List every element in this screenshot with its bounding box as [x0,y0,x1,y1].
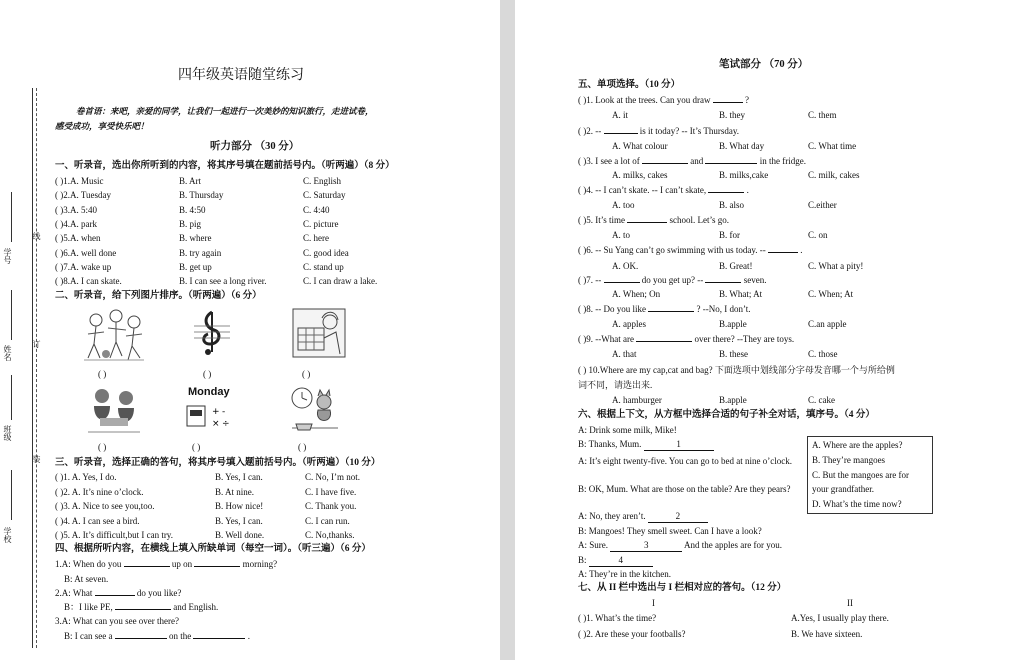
math-board-picture [186,404,236,430]
sec7-row-1-right: A.Yes, I usually play there. [791,613,889,623]
q2-line [578,126,739,137]
sec1-q8-col2: B. I can see a long river. [179,276,267,287]
sec4-title: 四、根据所听内容，在横线上填入所缺单词（每空一词）。（听三遍）（6 分） [55,544,371,554]
q8-b: ? --No, I don’t. [696,304,751,314]
q2-option-c[interactable]: C. What time [808,141,857,151]
sec4-blank-2[interactable] [194,566,240,567]
sec4-line-4 [64,602,218,613]
q7-blank-1[interactable] [604,282,640,283]
sec2-blank-4[interactable]: ( ) [98,442,107,452]
kids-playing-picture [82,308,146,362]
svg-text:-: - [222,407,226,417]
dialog-3: A: It’s eight twenty-five. You can go to bed at nine o’clock. [578,456,792,466]
sec4-l6c: . [247,631,250,641]
cat-clock-picture [288,384,342,434]
sec7-row-2-left: ( )2. Are these your footballs? [578,629,686,639]
sec1-q8-col1[interactable]: ( )8.A. I can skate. [55,276,122,287]
side-label-ding: 订 [32,340,41,348]
sec4-line-5: 3.A: What can you see over there? [55,616,180,626]
sec4-l6b: on the [168,631,192,641]
q1-text: ( )1. Look at the trees. Can you draw [578,95,711,105]
q6-option-c[interactable]: C. What a pity! [808,261,864,271]
sec1-q4-col1[interactable]: ( )4.A. park [55,218,97,229]
dialog-blank-3-number: 3 [644,540,649,550]
dialog-blank-1[interactable] [644,439,714,451]
q1-blank[interactable] [713,102,743,103]
sec4-l4b: and English. [173,602,219,612]
listening-header: 听力部分 （30 分） [210,141,300,152]
binding-line [32,88,33,648]
sec1-q2-col3: C. Saturday [303,190,346,201]
sec1-q7-col1[interactable]: ( )7.A. wake up [55,261,112,272]
q1-line [578,95,749,106]
q8-option-b[interactable]: B.apple [719,319,747,329]
q3-blank-2[interactable] [705,163,757,164]
sec3-q3-col2: B. How nice! [215,501,264,512]
right-page [515,0,1021,660]
q9-line [578,334,794,345]
sec6-title: 六、根据上下文，从方框中选择合适的句子补全对话，填序号。（4 分） [578,410,875,420]
q5-b: school. Let’s go. [669,215,729,225]
left-page [0,0,500,660]
box-option-c: C. But the mangoes are for [812,470,909,480]
sec3-title: 三、听录音，选择正确的答句，将其序号填入题前括号内。（听两遍）（10 分） [55,458,381,468]
sec4-blank-5[interactable] [115,638,167,639]
box-option-a: A. Where are the apples? [812,440,903,450]
q10-line: ( ) 10.Where are my cap,cat and bag? 下面选项中划线部分字母发音哪一个与所给例 [578,365,895,375]
q8-blank[interactable] [648,311,694,312]
dialog-7-tail: And the apples are for you. [684,540,782,550]
q1-option-a[interactable]: A. it [612,110,629,120]
box-option-d: D. What’s the time now? [812,499,902,509]
sec3-q5-col3: C. No,thanks. [305,530,355,541]
q7-a: ( )7. -- [578,275,602,285]
sec3-q2-col3: C. I have five. [305,486,357,497]
dialog-blank-2-number: 2 [675,511,681,521]
q5-line [578,215,729,226]
sec4-line-6 [64,631,250,642]
sec3-q4-col2: B. Yes, I can. [215,515,263,526]
sec3-q5-col1[interactable]: ( )5. A. It’s difficult,but I can try. [55,530,173,541]
q5-option-a[interactable]: A. to [612,230,630,240]
q3-option-a[interactable]: A. milks, cakes [612,170,668,180]
box-option-b: B. They’re mangoes [812,455,886,465]
sec1-q7-col3: C. stand up [303,261,344,272]
sec1-q8-col3: C. I can draw a lake. [303,276,378,287]
q3-b: and [690,156,704,166]
q3-option-c[interactable]: C. milk, cakes [808,170,860,180]
sec2-blank-5[interactable]: ( ) [192,442,201,452]
q7-option-b[interactable]: B. What; At [719,289,763,299]
sec3-q1-col2: B. Yes, I can. [215,472,263,482]
side-label-xuehao: 学号 [3,248,12,264]
q1-end: ? [744,95,749,105]
sec4-blank-1[interactable] [124,566,170,567]
page-title: 四年级英语随堂练习 [178,68,304,83]
q8-option-c[interactable]: C.an apple [808,319,847,329]
dialog-8 [578,555,653,567]
q10-option-a[interactable]: A. hamburger [612,395,662,405]
q9-a: ( )9. --What are [578,334,634,344]
sec2-blank-1[interactable]: ( ) [98,369,107,379]
sec4-blank-6[interactable] [193,638,245,639]
q10-option-c[interactable]: C. cake [808,395,835,405]
q5-option-b[interactable]: B. for [719,230,740,240]
box-option-c-cont: your grandfather. [812,484,874,494]
sec4-blank-4[interactable] [115,609,171,610]
q4-line [578,185,749,196]
q6-a: ( )6. -- Su Yang can’t go swimming with us today. -- [578,245,766,255]
sec1-q7-col2: B. get up [179,261,212,272]
sec1-q1-col3: C. English [303,176,342,186]
q2-a: ( )2. -- [578,126,602,136]
sec2-title: 二、听录音，给下列图片排序。（听两遍）（6 分） [55,291,262,301]
q9-option-a[interactable]: A. that [612,349,637,359]
side-blank-2 [11,290,12,340]
music-note-picture [192,308,232,356]
sec3-q5-col2: B. Well done. [215,530,265,541]
q8-option-a[interactable]: A. apples [612,319,646,329]
q8-line [578,304,751,315]
sec7-col-1: I [652,598,655,608]
side-label-zhuang: 装 [32,455,41,463]
dialog-1: A: Drink some milk, Mike! [578,425,677,435]
dialog-blank-4-number: 4 [618,555,624,565]
svg-text:÷: ÷ [222,419,230,429]
q9-option-c[interactable]: C. those [808,349,838,359]
sec3-q3-col3: C. Thank you. [305,501,357,512]
q9-option-b[interactable]: B. these [719,349,748,359]
q9-blank[interactable] [636,341,692,342]
q6-option-b[interactable]: B. Great! [719,261,753,271]
intro-line-2: 感受成功，享受快乐吧！ [55,121,149,131]
sec5-title: 五、单项选择。（10 分） [578,80,681,90]
q10-option-b[interactable]: B.apple [719,395,747,405]
sec1-q5-col1[interactable]: ( )5.A. when [55,233,101,244]
sec1-title: 一、听录音，选出你所听到的内容，将其序号填在题前括号内。（听两遍）（8 分） [55,161,395,171]
side-blank-1 [11,192,12,242]
binding-dashed-line [36,88,37,648]
side-label-xian: 线 [32,232,41,240]
q7-option-c[interactable]: C. When; At [808,289,854,299]
options-box [807,436,933,514]
dialog-blank-4[interactable] [589,555,653,567]
sec1-q6-col3: C. good idea [303,247,349,258]
sec7-col-2: II [847,598,853,608]
sec3-q1-col3: C. No, I’m not. [305,472,360,482]
q7-line [578,275,766,286]
q2-option-a[interactable]: A. What colour [612,141,668,151]
q3-a: ( )3. I see a lot of [578,156,640,166]
dialog-blank-2[interactable] [648,511,708,523]
sec1-q3-col1[interactable]: ( )3.A. 5:40 [55,204,97,215]
q1-option-c[interactable]: C. them [808,110,837,120]
dialog-blank-1-number: 1 [676,439,681,449]
sec4-line-2: B: At seven. [64,574,109,584]
q3-blank-1[interactable] [642,163,688,164]
dialog-9: A: They’re in the kitchen. [578,569,672,579]
q6-blank[interactable] [768,252,798,253]
sec4-line-1 [55,559,277,570]
sec4-line-3 [55,588,181,599]
monday-label: Monday [188,386,230,398]
sec1-q1-col1[interactable]: ( )1.A. Music [55,176,104,186]
side-blank-4 [11,470,12,520]
q3-option-b[interactable]: B. milks,cake [719,170,769,180]
q5-blank[interactable] [627,222,667,223]
dialog-6: B: Mangoes! They smell sweet. Can I have a look? [578,526,762,536]
sec3-q3-col1[interactable]: ( )3. A. Nice to see you,too. [55,501,155,512]
dialog-2-text: B: Thanks, Mum. [578,439,642,449]
dialog-blank-3[interactable] [610,540,682,552]
q2-blank[interactable] [604,133,638,134]
q5-a: ( )5. It’s time [578,215,625,225]
q4-option-b[interactable]: B. also [719,200,745,210]
q2-option-b[interactable]: B. What day [719,141,765,151]
sec4-blank-3[interactable] [95,595,135,596]
q4-a: ( )4. -- I can’t skate. -- I can’t skate, [578,185,707,195]
sec3-q4-col3: C. I can run. [305,515,350,526]
sec3-q1-col1[interactable]: ( )1. A. Yes, I do. [55,472,117,482]
side-label-xuexiao: 学校 [3,527,12,543]
sec4-l3b: do you like? [136,588,182,598]
intro-line-1: 卷首语：来吧，亲爱的同学，让我们一起进行一次美妙的知识旅行，走进试卷， [76,106,374,116]
q4-blank[interactable] [708,192,744,193]
sec4-l1a: 1.A: When do you [55,559,122,569]
sec4-l6a: B: I can see a [64,631,113,641]
q4-b: . [746,185,749,195]
q1-option-b[interactable]: B. they [719,110,745,120]
sec1-q4-col2: B. pig [179,218,202,229]
sec1-q2-col1[interactable]: ( )2.A. Tuesday [55,190,112,201]
q4-option-a[interactable]: A. too [612,200,635,210]
q3-line [578,156,806,167]
sec2-blank-2[interactable]: ( ) [203,369,212,379]
girl-calendar-picture [292,308,346,358]
q3-c: in the fridge. [759,156,806,166]
sec1-q2-col2: B. Thursday [179,190,224,201]
svg-text:×: × [212,419,220,429]
q10-line-2: 词不同，请选出来. [578,380,653,390]
q7-option-a[interactable]: A. When; On [612,289,661,299]
sec4-l3a: 2.A: What [55,588,93,598]
sec1-q5-col2: B. where [179,233,212,244]
sec1-q3-col3: C. 4:40 [303,204,330,215]
sec7-title: 七、从 II 栏中选出与 I 栏相对应的答句。（12 分） [578,583,787,593]
q6-line [578,245,803,256]
sec4-l1c: morning? [242,559,278,569]
written-header: 笔试部分 （70 分） [719,59,809,70]
sec1-q6-col2: B. try again [179,247,222,258]
sec1-q4-col3: C. picture [303,218,339,229]
side-label-xingming: 姓名 [3,345,12,361]
sec3-q4-col1[interactable]: ( )4. A. I can see a bird. [55,515,140,526]
sec3-q2-col2: B. At nine. [215,486,255,497]
q5-option-c[interactable]: C. on [808,230,828,240]
sec3-q2-col1[interactable]: ( )2. A. It’s nine o’clock. [55,486,144,497]
q7-c: seven. [743,275,767,285]
dialog-5-text: A: No, they aren’t. [578,511,646,521]
sec4-l4a: B：I like PE, [64,602,113,612]
side-label-banji: 班级 [3,425,12,441]
page-gutter [500,0,515,660]
q6-b: . [800,245,803,255]
dialog-8-text: B: [578,555,587,565]
sec1-q3-col2: B. 4:50 [179,204,206,215]
sec1-q6-col1[interactable]: ( )6.A. well done [55,247,117,258]
dialog-4: B: OK, Mum. What are those on the table? Are they pears? [578,484,791,494]
sec1-q5-col3: C. here [303,233,329,244]
dialog-7-text: A: Sure. [578,540,608,550]
q7-b: do you get up? -- [641,275,704,285]
q6-option-a[interactable]: A. OK. [612,261,639,271]
dialog-5 [578,511,708,523]
kids-reading-picture [86,384,142,434]
side-blank-3 [11,375,12,420]
sec7-row-1-left: ( )1. What’s the time? [578,613,657,623]
q7-blank-2[interactable] [705,282,741,283]
sec7-row-2-right: B. We have sixteen. [791,629,863,639]
q4-option-c[interactable]: C.either [808,200,837,210]
dialog-7 [578,540,782,552]
q2-b: is it today? -- It’s Thursday. [639,126,739,136]
sec4-l1b: up on [171,559,193,569]
q9-b: over there? --They are toys. [694,334,795,344]
dialog-2 [578,439,714,451]
svg-text:+: + [212,407,220,417]
q8-a: ( )8. -- Do you like [578,304,646,314]
sec2-blank-6[interactable]: ( ) [298,442,307,452]
sec1-q1-col2: B. Art [179,176,202,186]
sec2-blank-3[interactable]: ( ) [302,369,311,379]
